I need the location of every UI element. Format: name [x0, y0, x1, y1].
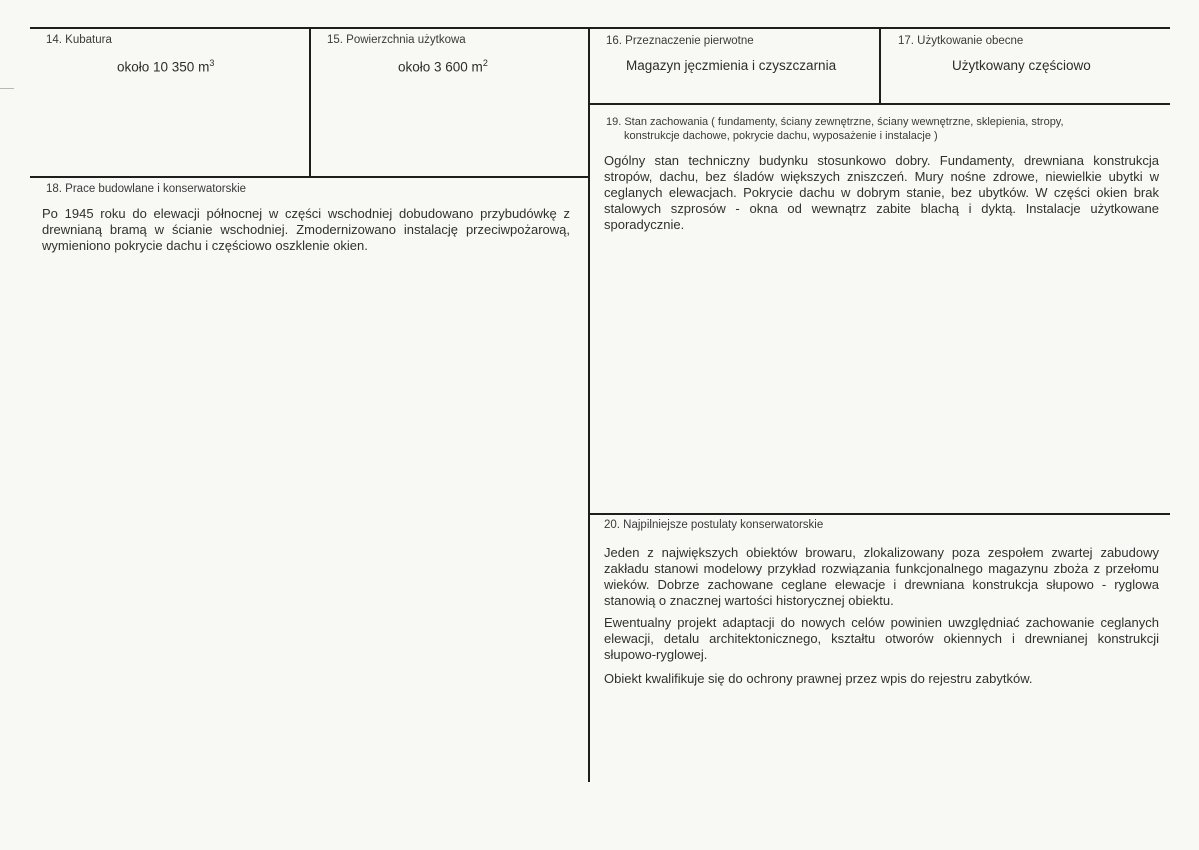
field-20-paragraph-3: Obiekt kwalifikuje się do ochrony prawnej przez wpis do rejestru zabytków. [604, 671, 1033, 686]
field-20-paragraph-1: Jeden z największych obiektów browaru, zlokalizowany poza zespołem zwartej zabudowy zakładu stanowi modelowy przykład rozwiązania funkcjonalnego magazynu zboża z przełomu wieków. Dobrze zachowane ceglane elewacje i drewniana konstrukcja słupowo - ryglowa stanowią o znacznej wartości historycznej obiektu. [604, 545, 1159, 608]
field-18-text: Po 1945 roku do elewacji północnej w części wschodniej dobudowano przybudówkę z drewnianą bramą w ścianie wschodniej. Zmodernizowano instalację przeciwpożarową, wymieniono pokrycie dachu i częściowo oszklenie okien. [42, 206, 570, 253]
field-20-paragraph-2: Ewentualny projekt adaptacji do nowych celów powinien uwzględniać zachowanie ceglanych elewacji, detalu architektonicznego, kształtu otworów okiennych i drewnianej konstrukcji słupowo-ryglowej. [604, 615, 1159, 662]
field-17-value: Użytkowany częściowo [952, 58, 1091, 73]
field-19-text: Ogólny stan techniczny budynku stosunkowo dobry. Fundamenty, drewniana konstrukcja stropów, dachu, bez śladów większych zniszczeń. Mury nośne zdrowe, niewielkie ubytki w ceglanych elewacjach. Pokrycie dachu w dobrym stanie, bez ubytków. W części okien brak stalowych szprosów - okna od wewnątrz zabite blachą i dyktą. Instalacje użytkowane sporadycznie. [604, 153, 1159, 232]
volume-unit-exponent: 3 [209, 58, 215, 68]
field-17-label: 17. Użytkowanie obecne [898, 35, 1024, 47]
field-18-label: 18. Prace budowlane i konserwatorskie [46, 183, 247, 195]
field-14-value [117, 58, 214, 75]
divider-14-15 [309, 27, 311, 177]
field-15-label: 15. Powierzchnia użytkowa [327, 34, 466, 46]
divider-under-19 [589, 513, 1170, 515]
divider-under-16-17 [589, 103, 1170, 105]
field-16-value: Magazyn jęczmienia i czyszczarnia [626, 58, 837, 73]
volume-value: około 10 350 m [117, 59, 210, 75]
divider-center [588, 27, 590, 782]
field-19-label [606, 115, 1166, 143]
divider-16-17 [879, 27, 881, 104]
field-19-label-line-1: 19. Stan zachowania ( fundamenty, ściany zewnętrzne, ściany wewnętrzne, sklepienia, stropy, [606, 116, 1064, 128]
field-15-value [398, 58, 488, 75]
top-border [30, 27, 1170, 29]
field-20-label: 20. Najpilniejsze postulaty konserwatorskie [604, 519, 824, 531]
field-19-label-line-2: konstrukcje dachowe, pokrycie dachu, wyposażenie i instalacje ) [624, 130, 938, 142]
area-value: około 3 600 m [398, 59, 483, 75]
area-unit-exponent: 2 [482, 58, 488, 68]
field-14-label: 14. Kubatura [46, 34, 112, 46]
margin-tick [0, 88, 14, 89]
field-16-label: 16. Przeznaczenie pierwotne [606, 35, 754, 47]
divider-under-14-15 [30, 176, 590, 178]
